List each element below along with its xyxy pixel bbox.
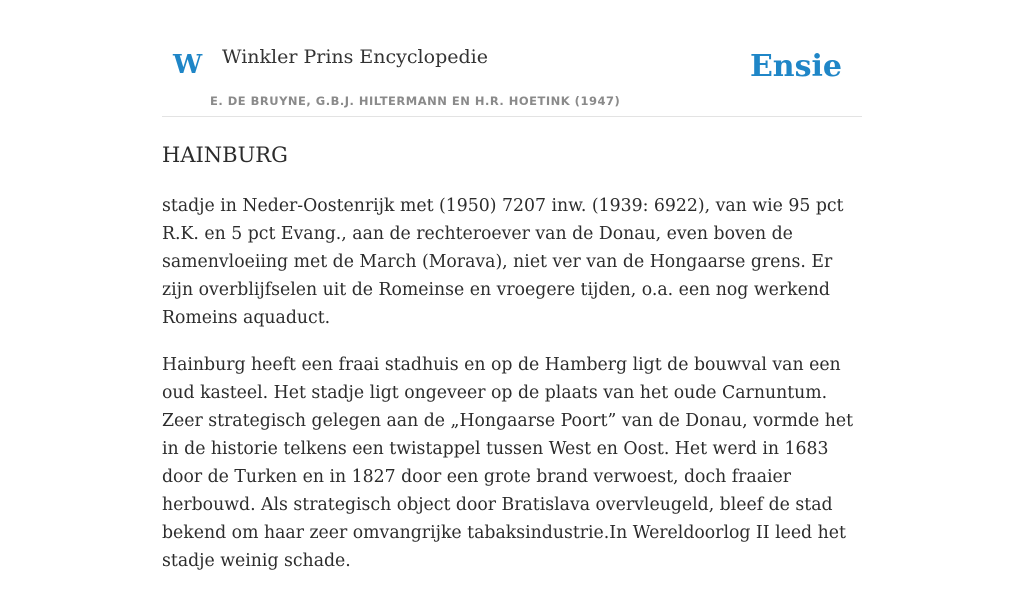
header bbox=[162, 0, 862, 117]
authors-line: E. DE BRUYNE, G.B.J. HILTERMANN EN H.R. HOETINK (1947) bbox=[210, 94, 621, 108]
article bbox=[162, 138, 862, 594]
article-title: HAINBURG bbox=[162, 143, 288, 167]
ensie-logo[interactable]: Ensie bbox=[749, 49, 842, 84]
article-paragraph: stadje in Neder-Oostenrijk met (1950) 7207 inw. (1939: 6922), van wie 95 pct R.K. en 5 pct Evang., aan de rechteroever van de Donau, even boven de samenvloeiing met de March (Morava), niet ver van de Hongaarse grens. Er zijn overblijfselen uit de Romeinse en vroegere tijden, o.a. een nog werkend Romeins aquaduct. bbox=[162, 196, 844, 328]
article-paragraph: Hainburg heeft een fraai stadhuis en op de Hamberg ligt de bouwval van een oud kasteel. Het stadje ligt ongeveer op de plaats van het oude Carnuntum. Zeer strategisch gelegen aan de „Hongaarse Poort” van de Donau, vormde het in de historie telkens een twistappel tussen West en Oost. Het werd in 1683 door de Turken en in 1827 door een grote brand verwoest, doch fraaier herbouwd. Als strategisch object door Bratislava overvleugeld, bleef de stad bekend om haar zeer omvangrijke tabaksindustrie.In Wereldoorlog II leed het stadje weinig schade. bbox=[162, 355, 854, 571]
publication-title[interactable]: Winkler Prins Encyclopedie bbox=[222, 46, 488, 68]
winkler-prins-logo[interactable]: W bbox=[173, 50, 203, 80]
